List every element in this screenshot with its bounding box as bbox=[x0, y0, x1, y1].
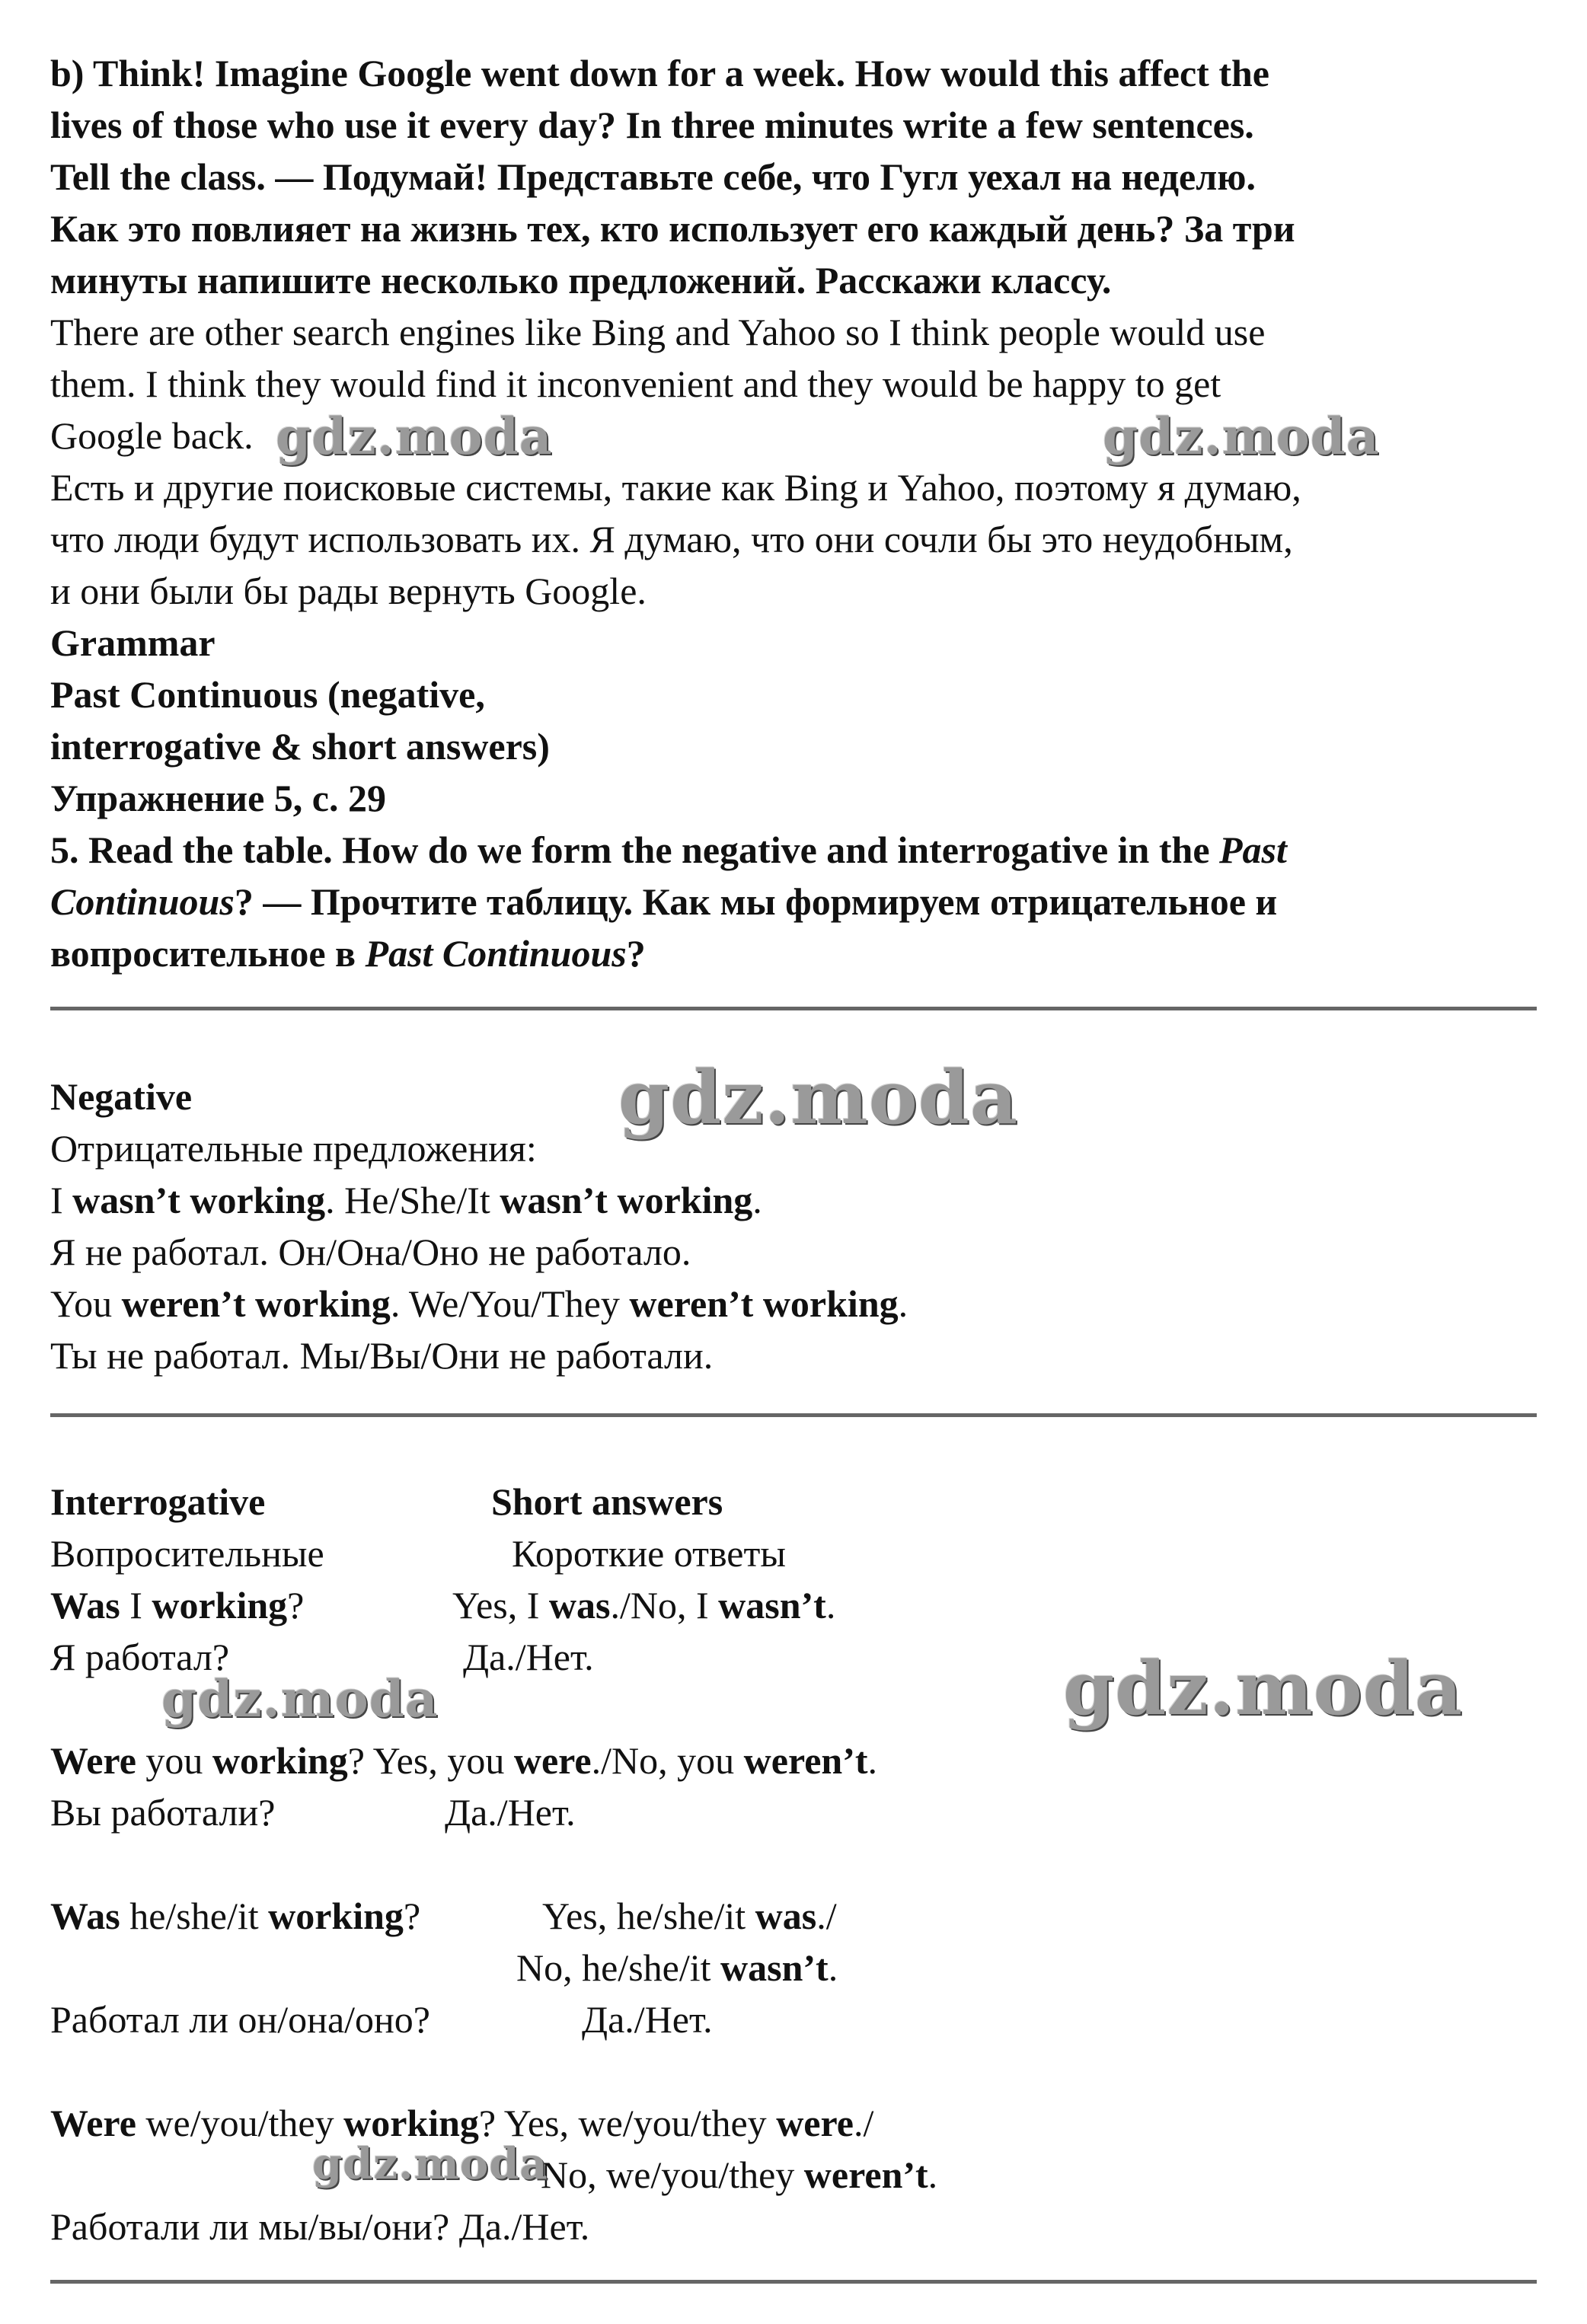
negative-row-2-translation: Ты не работал. Мы/Вы/Они не работали. bbox=[50, 1334, 714, 1377]
verb-form: wasn’t working bbox=[500, 1179, 753, 1221]
text: . We/You/They bbox=[390, 1282, 630, 1325]
text: we/you/they bbox=[136, 2102, 344, 2144]
table-divider-bottom bbox=[50, 2280, 1537, 2284]
text: You bbox=[50, 1282, 122, 1325]
watermark: gdz.moda bbox=[1063, 1646, 1464, 1732]
text: ./ bbox=[816, 1895, 837, 1937]
verb-form: working bbox=[152, 1584, 288, 1626]
verb-form: was bbox=[755, 1895, 817, 1937]
watermark: gdz.moda bbox=[161, 1669, 439, 1729]
task5-text: 5. Read the table. How do we form the negative and interrogative in the bbox=[50, 828, 1220, 871]
negative-row-1-translation: Я не работал. Он/Она/Оно не работало. bbox=[50, 1231, 691, 1273]
table-divider-middle bbox=[50, 1413, 1537, 1417]
negative-row-1 bbox=[50, 1174, 762, 1226]
text: ./No, I bbox=[610, 1584, 719, 1626]
text: I bbox=[120, 1584, 152, 1626]
answer-ru-line-3: и они были бы рады вернуть Google. bbox=[50, 570, 647, 612]
task5-text: ? bbox=[626, 932, 646, 975]
question-2-translation: Вы работали? bbox=[50, 1791, 276, 1834]
text: . bbox=[928, 2153, 938, 2196]
verb-form: wasn’t bbox=[718, 1584, 826, 1626]
answer-en-line-1: There are other search engines like Bing and Yahoo so I think people would use bbox=[50, 311, 1266, 353]
verb-form: working bbox=[343, 2102, 479, 2144]
verb-form: were bbox=[513, 1739, 592, 1782]
verb-form: Were bbox=[50, 1739, 136, 1782]
text: you bbox=[136, 1739, 212, 1782]
verb-form: was bbox=[548, 1584, 611, 1626]
answer-ru-line-1: Есть и другие поисковые системы, такие как Bing и Yahoo, поэтому я думаю, bbox=[50, 466, 1301, 509]
text: Yes, I bbox=[452, 1584, 549, 1626]
verb-form: wasn’t working bbox=[72, 1179, 326, 1221]
negative-title: Negative bbox=[50, 1075, 193, 1118]
question-1-translation: Я работал? bbox=[50, 1636, 230, 1678]
text: ./No, you bbox=[591, 1739, 744, 1782]
answer-1-translation: Да./Нет. bbox=[463, 1636, 594, 1678]
verb-form: working bbox=[212, 1739, 348, 1782]
verb-form: Was bbox=[50, 1584, 120, 1626]
text: I bbox=[50, 1179, 73, 1221]
interrogative-title: Interrogative bbox=[50, 1480, 266, 1523]
verb-form: weren’t bbox=[803, 2153, 928, 2196]
verb-form: Was bbox=[50, 1895, 120, 1937]
verb-form: weren’t bbox=[743, 1739, 868, 1782]
text: No, we/you/they bbox=[541, 2153, 804, 2196]
verb-form: weren’t working bbox=[121, 1282, 391, 1325]
grammar-topic-line-2: interrogative & short answers) bbox=[50, 725, 550, 768]
verb-form: wasn’t bbox=[720, 1946, 829, 1989]
verb-form: were bbox=[776, 2102, 854, 2144]
watermark: gdz.moda bbox=[618, 1055, 1019, 1141]
text: . bbox=[867, 1739, 878, 1782]
watermark: gdz.moda bbox=[276, 407, 553, 466]
text: . bbox=[828, 1946, 838, 1989]
verb-form: working bbox=[268, 1895, 404, 1937]
text: Yes, he/she/it bbox=[542, 1895, 755, 1937]
text: ? bbox=[287, 1584, 305, 1626]
question-3-translation: Работал ли он/она/оно? bbox=[50, 1998, 430, 2041]
task5-line-3 bbox=[50, 927, 646, 979]
negative-subtitle: Отрицательные предложения: bbox=[50, 1127, 537, 1170]
task5-text: ? — Прочтите таблицу. Как мы формируем отрицательное и bbox=[234, 880, 1278, 923]
watermark: gdz.moda bbox=[1103, 407, 1380, 466]
task5-line-1 bbox=[50, 824, 1287, 876]
answer-1 bbox=[452, 1579, 835, 1631]
text: . bbox=[825, 1584, 836, 1626]
text: he/she/it bbox=[120, 1895, 269, 1937]
task-heading-line-5: минуты напишите несколько предложений. Расскажи классу. bbox=[50, 259, 1112, 302]
text: ? bbox=[403, 1895, 421, 1937]
watermark: gdz.moda bbox=[312, 2139, 548, 2189]
task-heading-line-2: lives of those who use it every day? In three minutes write a few sentences. bbox=[50, 104, 1254, 146]
task-heading-line-4: Как это повлияет на жизнь тех, кто использует его каждый день? За три bbox=[50, 207, 1295, 250]
text: . bbox=[898, 1282, 908, 1325]
interrogative-subtitle: Вопросительные bbox=[50, 1532, 324, 1575]
answer-en-line-3: Google back. bbox=[50, 414, 254, 457]
text: Yes, we/you/they bbox=[496, 2102, 777, 2144]
question-3 bbox=[50, 1890, 420, 1942]
text: ? bbox=[347, 1739, 365, 1782]
negative-row-2 bbox=[50, 1278, 908, 1330]
question-2 bbox=[50, 1735, 877, 1786]
task5-text: вопросительное в bbox=[50, 932, 366, 975]
exercise-reference: Упражнение 5, с. 29 bbox=[50, 777, 386, 819]
short-answers-title: Short answers bbox=[491, 1480, 723, 1523]
table-divider-top bbox=[50, 1007, 1537, 1010]
task5-italic-term: Continuous bbox=[50, 880, 235, 923]
question-4-translation: Работали ли мы/вы/они? Да./Нет. bbox=[50, 2205, 590, 2248]
answer-ru-line-2: что люди будут использовать их. Я думаю, что они сочли бы это неудобным, bbox=[50, 518, 1293, 560]
answer-2-translation: Да./Нет. bbox=[445, 1791, 576, 1834]
text: . He/She/It bbox=[325, 1179, 500, 1221]
text: Yes, you bbox=[364, 1739, 514, 1782]
task5-line-2 bbox=[50, 876, 1277, 927]
text: . bbox=[752, 1179, 762, 1221]
task-heading-line-1: b) Think! Imagine Google went down for a week. How would this affect the bbox=[50, 52, 1269, 94]
grammar-topic-line-1: Past Continuous (negative, bbox=[50, 673, 485, 716]
task5-italic-term: Past bbox=[1219, 828, 1287, 871]
answer-3-yes bbox=[542, 1890, 837, 1942]
task5-italic-term: Past Continuous bbox=[365, 932, 627, 975]
answer-4-no bbox=[541, 2149, 937, 2201]
verb-form: Were bbox=[50, 2102, 136, 2144]
verb-form: weren’t working bbox=[629, 1282, 899, 1325]
answer-en-line-2: them. I think they would find it inconvenient and they would be happy to get bbox=[50, 362, 1221, 405]
short-answers-subtitle: Короткие ответы bbox=[512, 1532, 786, 1575]
answer-3-translation: Да./Нет. bbox=[582, 1998, 713, 2041]
text: ? bbox=[478, 2102, 497, 2144]
text: ./ bbox=[853, 2102, 874, 2144]
text: No, he/she/it bbox=[516, 1946, 721, 1989]
grammar-heading: Grammar bbox=[50, 621, 216, 664]
task-heading-line-3: Tell the class. — Подумай! Представьте себе, что Гугл уехал на неделю. bbox=[50, 155, 1256, 198]
answer-3-no bbox=[516, 1942, 838, 1994]
question-1 bbox=[50, 1579, 304, 1631]
